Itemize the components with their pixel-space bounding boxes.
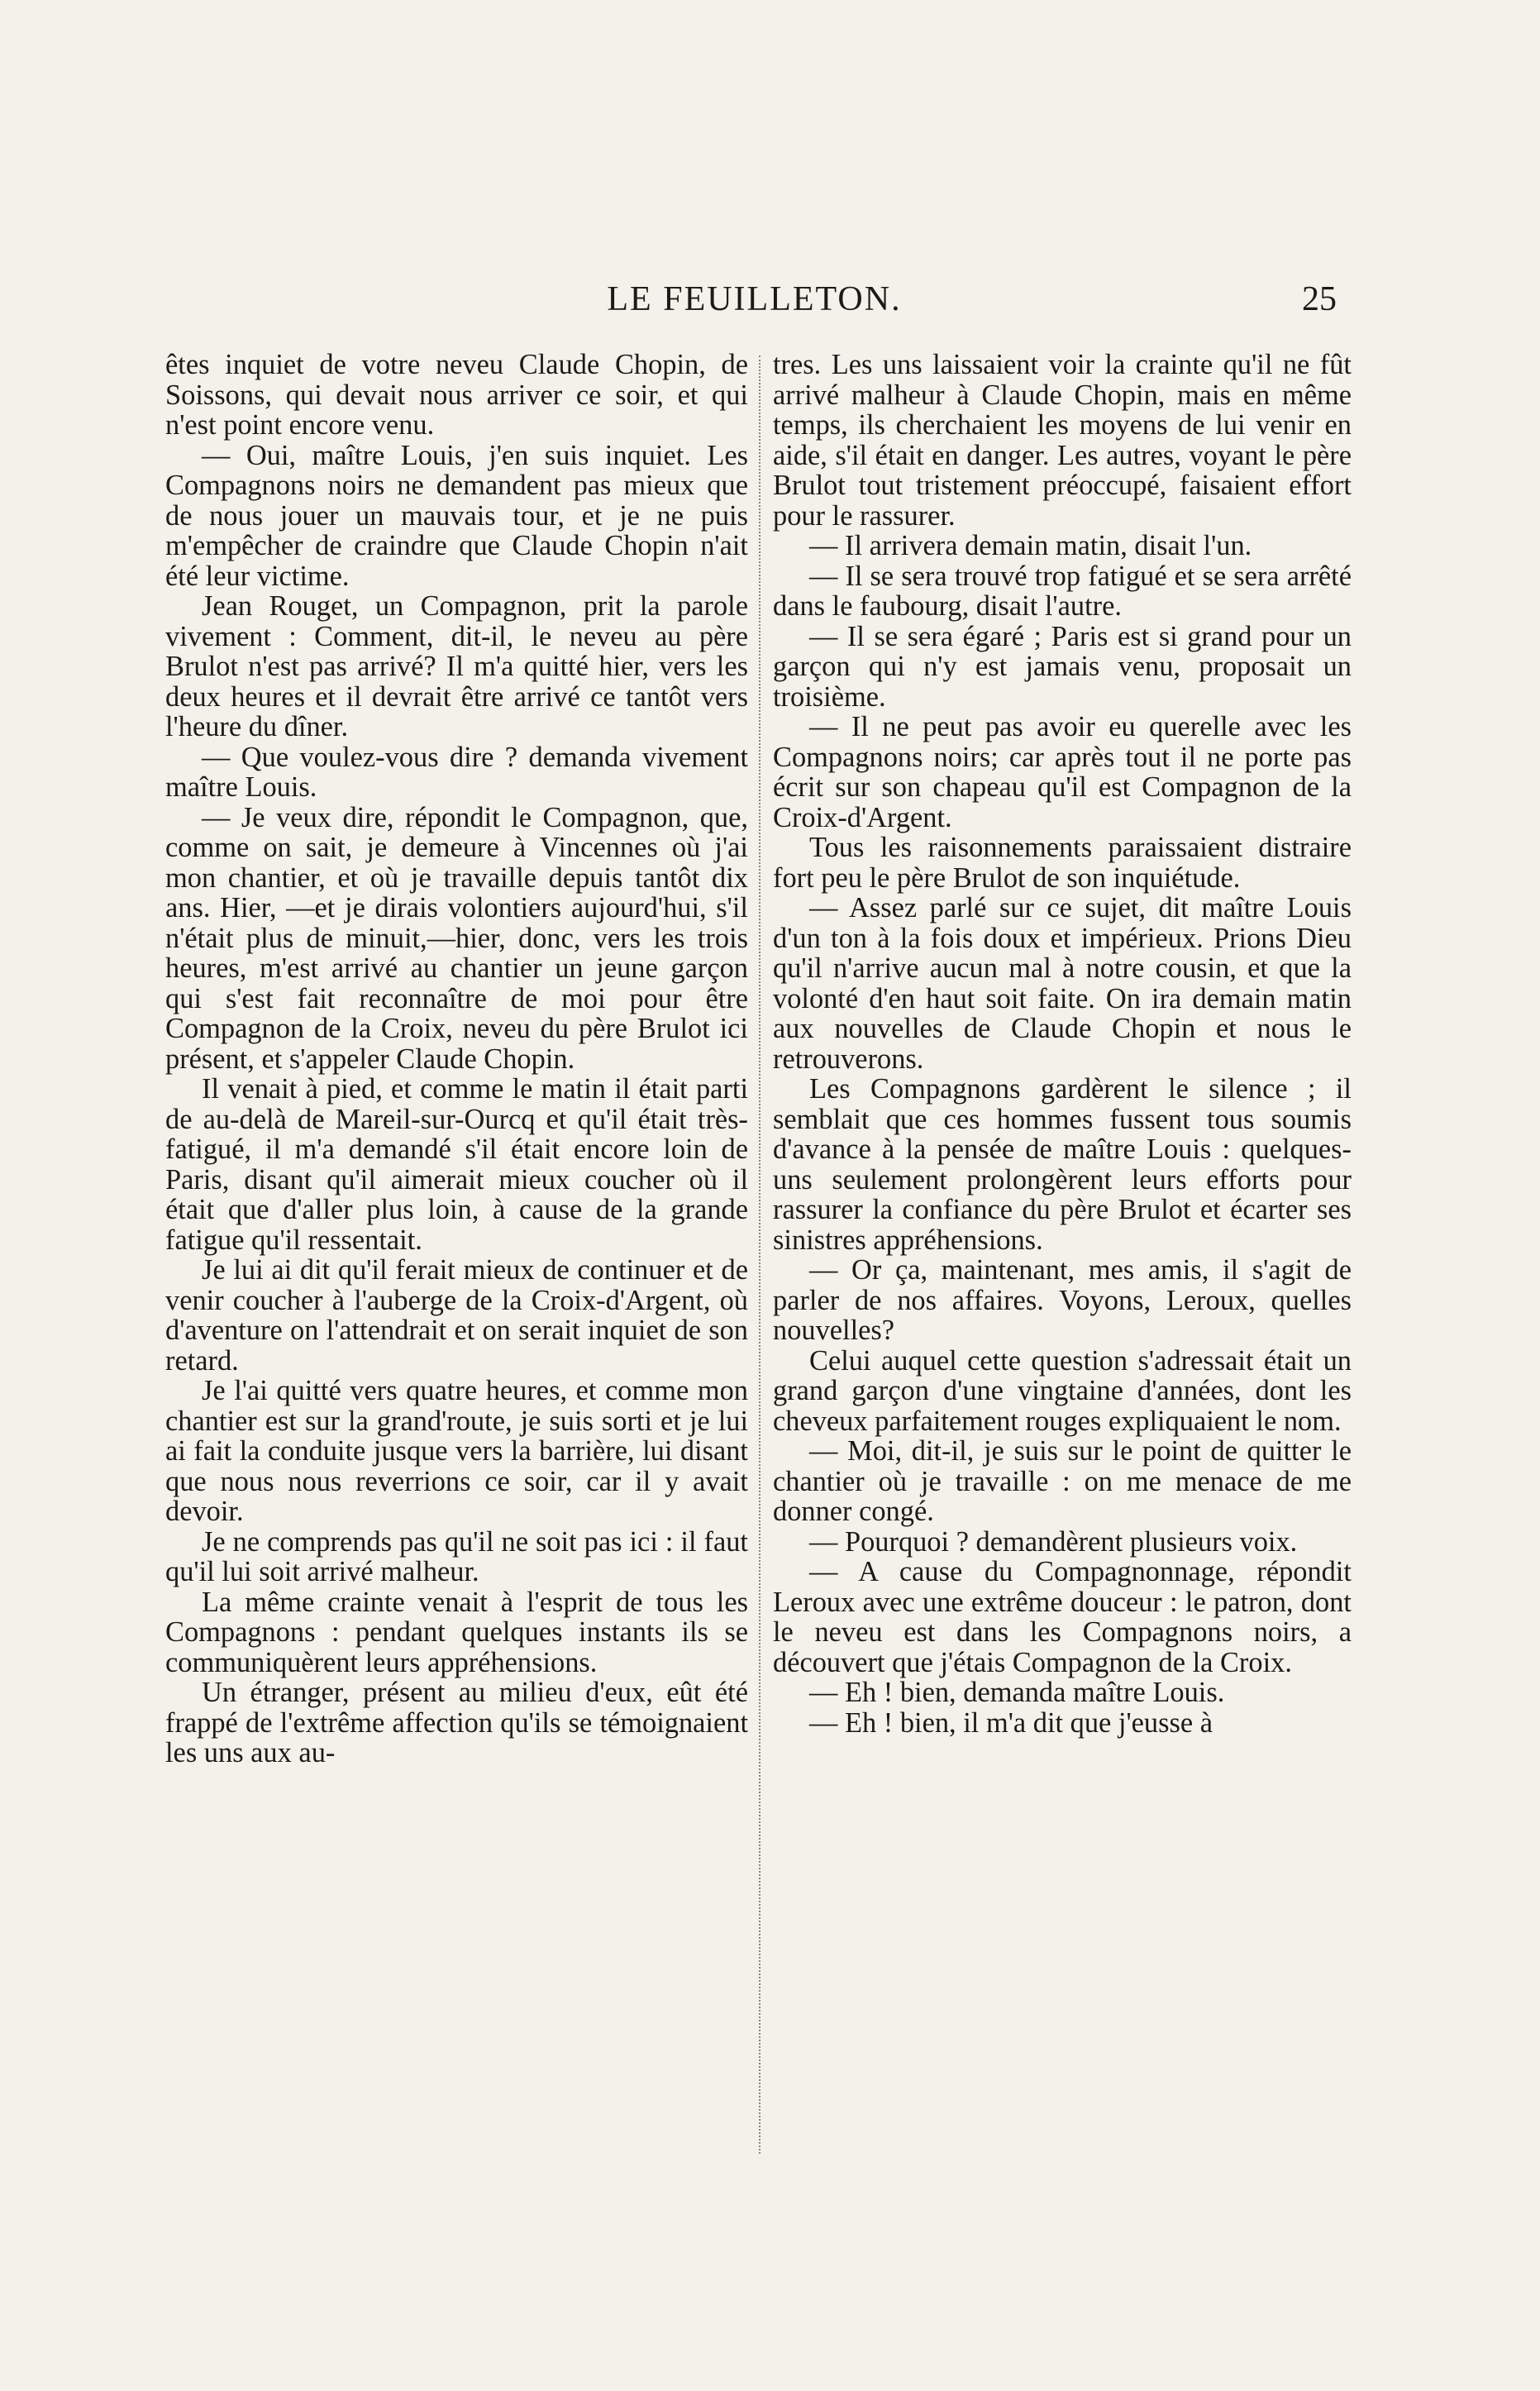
paragraph: — Or ça, maintenant, mes amis, il s'agit de parler de nos affaires. Voyons, Leroux, quelles nouvelles? bbox=[773, 1254, 1352, 1346]
paragraph: — A cause du Compagnonnage, répondit Leroux avec une extrême douceur : le patron, dont le neveu est dans les Compagnons noirs, a découvert que j'étais Compagnon de la Croix. bbox=[773, 1556, 1352, 1678]
paragraph: — Oui, maître Louis, j'en suis inquiet. Les Compagnons noirs ne demandent pas mieux que de nous jouer un mauvais tour, et je ne puis m'empêcher de craindre que Claude Chopin n'ait été leur victime. bbox=[165, 439, 748, 592]
paragraph: Tous les raisonnements paraissaient distraire fort peu le père Brulot de son inquiétude. bbox=[773, 832, 1352, 894]
paragraph: — Il se sera égaré ; Paris est si grand pour un garçon qui n'y est jamais venu, proposait un troisième. bbox=[773, 620, 1352, 713]
running-header bbox=[157, 279, 1352, 329]
paragraph: — Que voulez-vous dire ? demanda vivement maître Louis. bbox=[165, 741, 748, 803]
paragraph: Jean Rouget, un Compagnon, prit la parole vivement : Comment, dit-il, le neveu au père Brulot n'est pas arrivé? Il m'a quitté hier, vers les deux heures et il devrait être arrivé ce tantôt vers l'heure du dîner. bbox=[165, 590, 748, 742]
paragraph: Il venait à pied, et comme le matin il était parti de au-delà de Mareil-sur-Ourcq et qu'il était très-fatigué, il m'a demandé s'il était encore loin de Paris, disant qu'il aimerait mieux coucher où il était que d'aller plus loin, à cause de la grande fatigue qu'il ressentait. bbox=[165, 1073, 748, 1256]
paragraph: Je l'ai quitté vers quatre heures, et comme mon chantier est sur la grand'route, je suis sorti et je lui ai fait la conduite jusque vers la barrière, lui disant que nous nous reverrions ce soir, car il y avait devoir. bbox=[165, 1375, 748, 1527]
paragraph: — Eh ! bien, demanda maître Louis. bbox=[809, 1677, 1225, 1708]
paragraph: — Eh ! bien, il m'a dit que j'eusse à bbox=[809, 1706, 1213, 1739]
column-divider bbox=[759, 356, 760, 2154]
paragraph: — Je veux dire, répondit le Compagnon, que, comme on sait, je demeure à Vincennes où j'ai mon chantier, et où je travaille depuis tantôt dix ans. Hier, —et je dirais volontiers aujourd'hui, s'il n'était plus de minuit,—hier, donc, vers les trois heures, m'est arrivé au chantier un jeune garçon qui s'est fait reconnaître de moi pour être Compagnon de la Croix, neveu du père Brulot ici présent, et s'appeler Claude Chopin. bbox=[165, 801, 748, 1075]
page-number: 25 bbox=[1302, 280, 1337, 318]
paragraph: — Pourquoi ? demandèrent plusieurs voix. bbox=[809, 1525, 1298, 1558]
paragraph: Je ne comprends pas qu'il ne soit pas ici : il faut qu'il lui soit arrivé malheur. bbox=[165, 1525, 748, 1587]
paragraph: — Il se sera trouvé trop fatigué et se sera arrêté dans le faubourg, disait l'autre. bbox=[773, 560, 1352, 622]
running-title: LE FEUILLETON. bbox=[607, 280, 902, 318]
paragraph: Les Compagnons gardèrent le silence ; il semblait que ces hommes fussent tous soumis d'avance à la pensée de maître Louis : quelques-uns seulement prolongèrent leurs efforts pour rassurer la confiance du père Brulot et écarter ses sinistres appréhensions. bbox=[773, 1073, 1352, 1256]
left-column bbox=[165, 350, 748, 1768]
right-column bbox=[773, 350, 1352, 1738]
paragraph: êtes inquiet de votre neveu Claude Chopin, de Soissons, qui devait nous arriver ce soir, et qui n'est point encore venu. bbox=[165, 349, 748, 441]
paragraph: — Assez parlé sur ce sujet, dit maître Louis d'un ton à la fois doux et impérieux. Prions Dieu qu'il n'arrive aucun mal à notre cousin, et que la volonté d'en haut soit faite. On ira demain matin aux nouvelles de Claude Chopin et nous le retrouverons. bbox=[773, 892, 1352, 1075]
paragraph: — Il arrivera demain matin, disait l'un. bbox=[809, 530, 1252, 561]
paragraph: — Moi, dit-il, je suis sur le point de quitter le chantier où je travaille : on me menace de me donner congé. bbox=[773, 1435, 1352, 1527]
paragraph: Je lui ai dit qu'il ferait mieux de continuer et de venir coucher à l'auberge de la Croix-d'Argent, où d'aventure on l'attendrait et on serait inquiet de son retard. bbox=[165, 1254, 748, 1377]
paragraph: Celui auquel cette question s'adressait était un grand garçon d'une vingtaine d'années, dont les cheveux parfaitement rouges expliquaient le nom. bbox=[773, 1344, 1352, 1437]
paragraph: La même crainte venait à l'esprit de tous les Compagnons : pendant quelques instants ils se communiquèrent leurs appréhensions. bbox=[165, 1586, 748, 1678]
paragraph: tres. Les uns laissaient voir la crainte qu'il ne fût arrivé malheur à Claude Chopin, mais en même temps, ils cherchaient les moyens de lui venir en aide, s'il était en danger. Les autres, voyant le père Brulot tout tristement préoccupé, faisaient effort pour le rassurer. bbox=[773, 349, 1352, 532]
paragraph: — Il ne peut pas avoir eu querelle avec les Compagnons noirs; car après tout il ne porte pas écrit sur son chapeau qu'il est Compagnon de la Croix-d'Argent. bbox=[773, 711, 1352, 833]
paragraph: Un étranger, présent au milieu d'eux, eût été frappé de l'extrême affection qu'ils se témoignaient les uns aux au- bbox=[165, 1677, 748, 1768]
